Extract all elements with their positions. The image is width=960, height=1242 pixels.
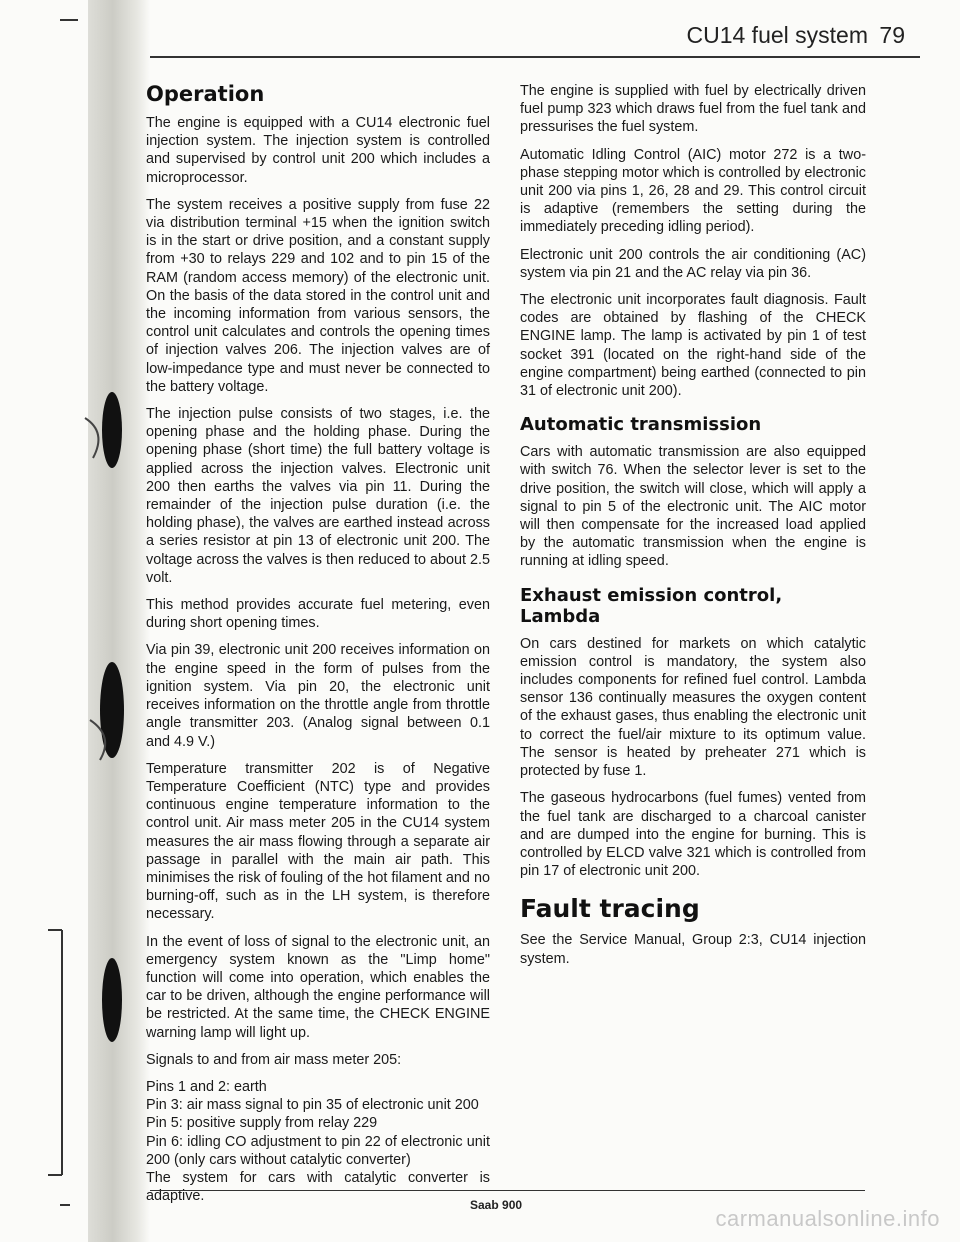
paragraph: Cars with automatic transmission are also equipped with switch 76. When the selector lever is set to the drive position, the switch will close, which will apply a signal to pin 5 of the electronic unit. The AIC motor will then compensate for the increased load applied by the automatic transmission when the engine is running at idling speed. — [520, 444, 866, 570]
paragraph: See the Service Manual, Group 2:3, CU14 injection system. — [520, 932, 866, 967]
fault-tracing-heading: Fault tracing — [520, 894, 700, 924]
page-number: 79 — [879, 22, 905, 48]
paragraph: Signals to and from air mass meter 205: — [146, 1051, 402, 1068]
header-rule — [150, 56, 920, 58]
header-title: CU14 fuel system — [686, 22, 868, 48]
pin-line: Pin 6: idling CO adjustment to pin 22 of electronic unit 200 (only cars without catalytic converter) — [146, 1133, 490, 1168]
paragraph: Electronic unit 200 controls the air conditioning (AC) system via pin 21 and the AC relay via pin 36. — [520, 246, 866, 281]
paragraph: The electronic unit incorporates fault diagnosis. Fault codes are obtained by flashing of the CHECK ENGINE lamp. The lamp is activated by pin 1 of test socket 391 (located on the right-hand side of the engine compartment) being earthed (connected to pin 31 of electronic unit 200). — [520, 292, 866, 400]
paragraph: The engine is supplied with fuel by electrically driven fuel pump 323 which draws fuel from the fuel tank and pressurises the fuel system. — [520, 83, 866, 136]
paragraph: The engine is equipped with a CU14 electronic fuel injection system. The injection system is controlled and supervised by control unit 200 which includes a microprocessor. — [146, 115, 490, 186]
pin-line: Pins 1 and 2: earth — [146, 1078, 267, 1095]
footer-label: Saab 900 — [470, 1198, 523, 1212]
footer-rule — [150, 1190, 865, 1191]
watermark: carmanualsonline.info — [715, 1206, 940, 1231]
left-column — [146, 82, 490, 1205]
paragraph: Via pin 39, electronic unit 200 receives information on the engine speed in the form of pulses from the ignition system. Via pin 20, the electronic unit receives information on the throttle angle from throttle angle transmitter 203. (Analog signal between 0.1 and 4.9 V.) — [146, 642, 490, 750]
pin-line: Pin 3: air mass signal to pin 35 of electronic unit 200 — [146, 1097, 479, 1114]
paragraph: The injection pulse consists of two stages, i.e. the opening phase and the holding phase. During the opening phase (short time) the full battery voltage is applied across the injection valves. Electronic unit 200 then earths the valves via pin 11. During the remainder of the injection pulse duration (i.e. the holding phase), the valves are earthed instead across a series resistor at pin 13 of electronic unit 200. The voltage across the valves is then reduced to about 2.5 volt. — [146, 406, 490, 586]
paragraph: On cars destined for markets on which catalytic emission control is mandatory, the system also includes components for refined fuel control. Lambda sensor 136 continually measures the oxygen content of the exhaust gases, thus enabling the electronic unit to correct the fuel/air mixture to its optimum value. The sensor is heated by preheater 271 which is protected by fuse 1. — [520, 635, 866, 780]
operation-heading: Operation — [146, 82, 265, 106]
paragraph: Automatic Idling Control (AIC) motor 272 is a two-phase stepping motor which is controlled by electronic unit 200 via pins 1, 26, 28 and 29. This control circuit is adaptive (remembers the setting during the immediately preceding idling period). — [520, 146, 866, 236]
margin-marks — [0, 0, 130, 1242]
pin-line: Pin 5: positive supply from relay 229 — [146, 1115, 378, 1132]
paragraph: The gaseous hydrocarbons (fuel fumes) vented from the fuel tank are discharged to a charcoal canister and are dumped into the engine for burning. This is controlled by ELCD valve 321 which is controlled from pin 17 of electronic unit 200. — [520, 790, 866, 880]
exhaust-emission-heading: Exhaust emission control, Lambda — [520, 584, 783, 627]
automatic-transmission-heading: Automatic transmission — [520, 414, 762, 436]
paragraph: The system receives a positive supply from fuse 22 via distribution terminal +15 when the ignition switch is in the start or drive position, and a constant supply from +30 to relays 229 and 102 and to pin 15 of the RAM (random access memory) of the electronic unit. On the basis of the data stored in the control unit and the incoming information from various sensors, the control unit calculates and controls the opening times of injection valves 206. The injection valves are of low-impedance type and must never be connected to the battery voltage. — [146, 196, 490, 395]
paragraph: In the event of loss of signal to the electronic unit, an emergency system known as the "Limp home" function will come into operation, which enables the car to be driven, although the engine performance will be restricted. At the same time, the CHECK ENGINE warning lamp will light up. — [146, 933, 490, 1041]
paragraph: This method provides accurate fuel metering, even during short opening times. — [146, 597, 490, 632]
pin-line: The system for cars with catalytic converter is adaptive. — [146, 1169, 490, 1205]
paragraph: Temperature transmitter 202 is of Negative Temperature Coefficient (NTC) type and provides continuous engine temperature information to the control unit. Air mass meter 205 in the CU14 system measures the air mass flowing through a separate air passage in parallel with the main air path. This minimises the risk of fouling of the hot filament and no burning-off, such as in the LH system, is therefore necessary. — [146, 760, 490, 923]
right-column — [520, 82, 866, 977]
